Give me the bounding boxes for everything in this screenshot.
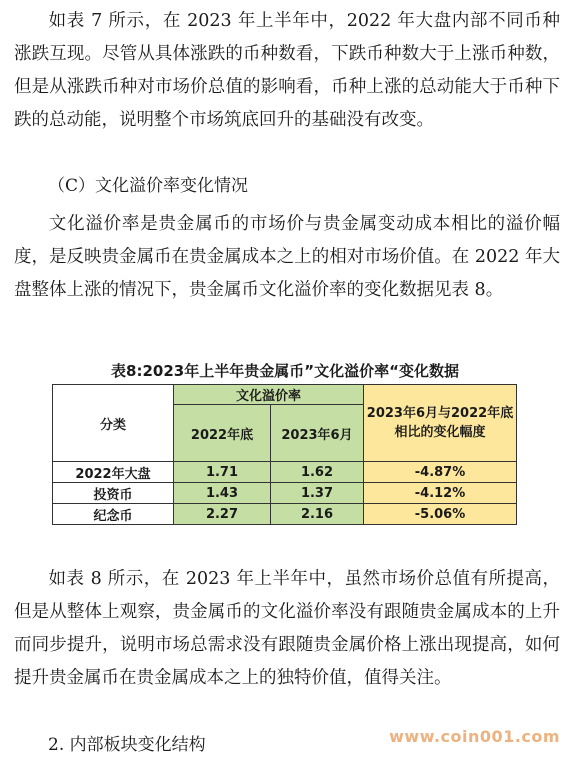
header-2022-end: 2022年底 bbox=[174, 405, 271, 462]
row-value-2023: 2.16 bbox=[271, 504, 364, 525]
row-value-2022: 2.27 bbox=[174, 504, 271, 525]
row-value-2022: 1.71 bbox=[174, 462, 271, 483]
row-category: 2022年大盘 bbox=[53, 462, 174, 483]
header-change: 2023年6月与2022年底相比的变化幅度 bbox=[364, 385, 517, 462]
watermark: www.coin001.com bbox=[389, 727, 560, 746]
premium-rate-table bbox=[52, 384, 517, 525]
table-title: 表8:2023年上半年贵金属币”文化溢价率“变化数据 bbox=[111, 362, 459, 380]
header-2023-june: 2023年6月 bbox=[271, 405, 364, 462]
paragraph-table8-analysis: 如表 8 所示，在 2023 年上半年中，虽然市场价总值有所提高，但是从整体上观察，贵金属币的文化溢价率没有跟随贵金属成本的上升而同步提升，说明市场总需求没有跟随贵金属价格上涨出现提高，如何提升贵金属币在贵金属成本之上的独特价值，值得关注。 bbox=[14, 569, 560, 688]
table-row bbox=[53, 483, 517, 504]
row-change: -4.87% bbox=[364, 462, 517, 483]
section-heading-premium-rate: （C）文化溢价率变化情况 bbox=[48, 176, 249, 196]
header-premium-rate: 文化溢价率 bbox=[174, 385, 364, 405]
row-category: 纪念币 bbox=[53, 504, 174, 525]
row-change: -4.12% bbox=[364, 483, 517, 504]
paragraph-premium-rate-definition: 文化溢价率是贵金属币的市场价与贵金属变动成本相比的溢价幅度，是反映贵金属币在贵金属成本之上的相对市场价值。在 2022 年大盘整体上涨的情况下，贵金属币文化溢价率的变化数据见表 8。 bbox=[14, 214, 560, 300]
header-category: 分类 bbox=[53, 385, 174, 462]
section-heading-internal-structure: 2. 内部板块变化结构 bbox=[48, 735, 206, 755]
row-value-2023: 1.62 bbox=[271, 462, 364, 483]
row-change: -5.06% bbox=[364, 504, 517, 525]
paragraph-table7-summary: 如表 7 所示，在 2023 年上半年中，2022 年大盘内部不同币种涨跌互现。尽管从具体涨跌的币种数看，下跌币种数大于上涨币种数，但是从涨跌币种对市场价总值的影响看，币种上涨的总动能大于币种下跌的总动能，说明整个市场筑底回升的基础没有改变。 bbox=[14, 11, 560, 130]
table-row bbox=[53, 462, 517, 483]
row-value-2022: 1.43 bbox=[174, 483, 271, 504]
row-category: 投资币 bbox=[53, 483, 174, 504]
table-row bbox=[53, 504, 517, 525]
row-value-2023: 1.37 bbox=[271, 483, 364, 504]
